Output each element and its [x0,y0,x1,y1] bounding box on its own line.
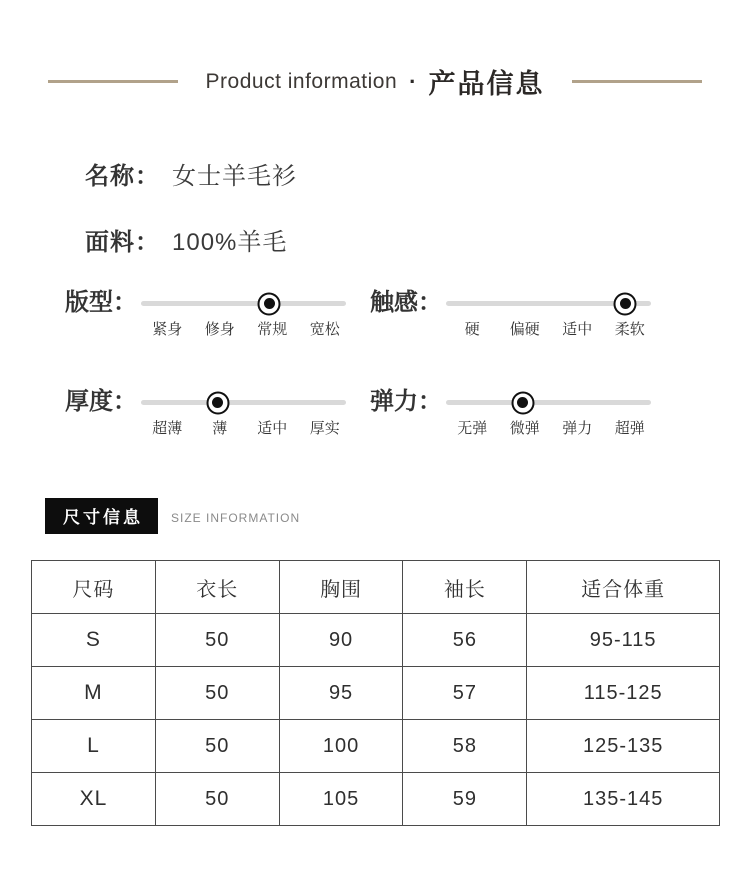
slider-fit [65,288,370,339]
elasticity-slider-thumb [511,391,534,414]
cell-length: 50 [155,614,279,667]
fit-slider-thumb [258,292,281,315]
slider-option-label: 厚实 [309,420,340,437]
thickness-slider-options [141,417,351,438]
touch-slider-track [446,301,651,306]
col-header-length: 衣长 [155,561,279,614]
slider-fit-label: 版型： [65,289,137,316]
slider-thickness [65,387,370,438]
elasticity-slider-options [446,417,656,438]
col-header-size: 尺码 [32,561,156,614]
fit-slider-options [141,318,351,339]
slider-option-label: 薄 [212,420,228,437]
cell-sleeve: 57 [403,667,527,720]
title-separator-dot: · [409,68,417,94]
cell-size: M [32,667,156,720]
slider-option-label: 偏硬 [509,321,540,338]
size-info-subtitle: SIZE INFORMATION [171,511,301,525]
cell-length: 50 [155,667,279,720]
field-name-label: 名称： [85,163,160,190]
table-row [32,614,720,667]
cell-size: XL [32,773,156,826]
section-title-en: Product information [205,69,398,93]
field-name-value: 女士羊毛衫 [172,163,297,190]
slider-option-label: 柔软 [614,321,645,338]
cell-bust: 100 [279,720,403,773]
cell-length: 50 [155,773,279,826]
cell-bust: 90 [279,614,403,667]
slider-option-label: 弹力 [562,420,593,437]
field-fabric-value: 100%羊毛 [172,229,288,256]
section-title-zh: 产品信息 [428,69,545,99]
slider-option-label: 紧身 [152,321,183,338]
cell-sleeve: 59 [403,773,527,826]
size-info-badge: 尺寸信息 [45,498,158,534]
decorative-line-right [572,80,702,83]
slider-option-label: 无弹 [457,420,488,437]
slider-option-label: 宽松 [309,321,340,338]
slider-elasticity [370,387,675,438]
size-table [31,560,720,826]
cell-bust: 95 [279,667,403,720]
touch-slider-thumb [614,292,637,315]
col-header-weight: 适合体重 [527,561,720,614]
attribute-sliders [65,288,750,438]
cell-weight: 125-135 [527,720,720,773]
slider-option-label: 常规 [257,321,288,338]
thickness-slider-track [141,400,346,405]
cell-weight: 115-125 [527,667,720,720]
cell-size: S [32,614,156,667]
cell-sleeve: 56 [403,614,527,667]
size-table-header-row [32,561,720,614]
cell-length: 50 [155,720,279,773]
table-row [32,667,720,720]
cell-weight: 95-115 [527,614,720,667]
slider-thickness-body [141,387,351,438]
slider-touch-body [446,288,656,339]
table-row [32,720,720,773]
size-section-header [45,498,750,534]
slider-thickness-label: 厚度： [65,388,137,415]
thickness-slider-thumb [206,391,229,414]
cell-bust: 105 [279,773,403,826]
section-header [0,0,750,101]
cell-weight: 135-145 [527,773,720,826]
field-fabric [85,222,750,257]
slider-option-label: 硬 [464,321,480,338]
touch-slider-options [446,318,656,339]
cell-sleeve: 58 [403,720,527,773]
slider-option-label: 修身 [204,321,235,338]
field-name [85,156,750,191]
slider-option-label: 微弹 [509,420,540,437]
slider-touch-label: 触感： [370,289,442,316]
cell-size: L [32,720,156,773]
col-header-sleeve: 袖长 [403,561,527,614]
slider-option-label: 适中 [562,321,593,338]
field-fabric-label: 面料： [85,229,160,256]
section-title [206,62,545,101]
table-row [32,773,720,826]
slider-fit-body [141,288,351,339]
col-header-bust: 胸围 [279,561,403,614]
product-fields [85,156,750,257]
slider-option-label: 超弹 [614,420,645,437]
slider-elasticity-label: 弹力： [370,388,442,415]
fit-slider-track [141,301,346,306]
decorative-line-left [48,80,178,83]
slider-option-label: 超薄 [152,420,183,437]
slider-elasticity-body [446,387,656,438]
slider-touch [370,288,675,339]
elasticity-slider-track [446,400,651,405]
slider-option-label: 适中 [257,420,288,437]
